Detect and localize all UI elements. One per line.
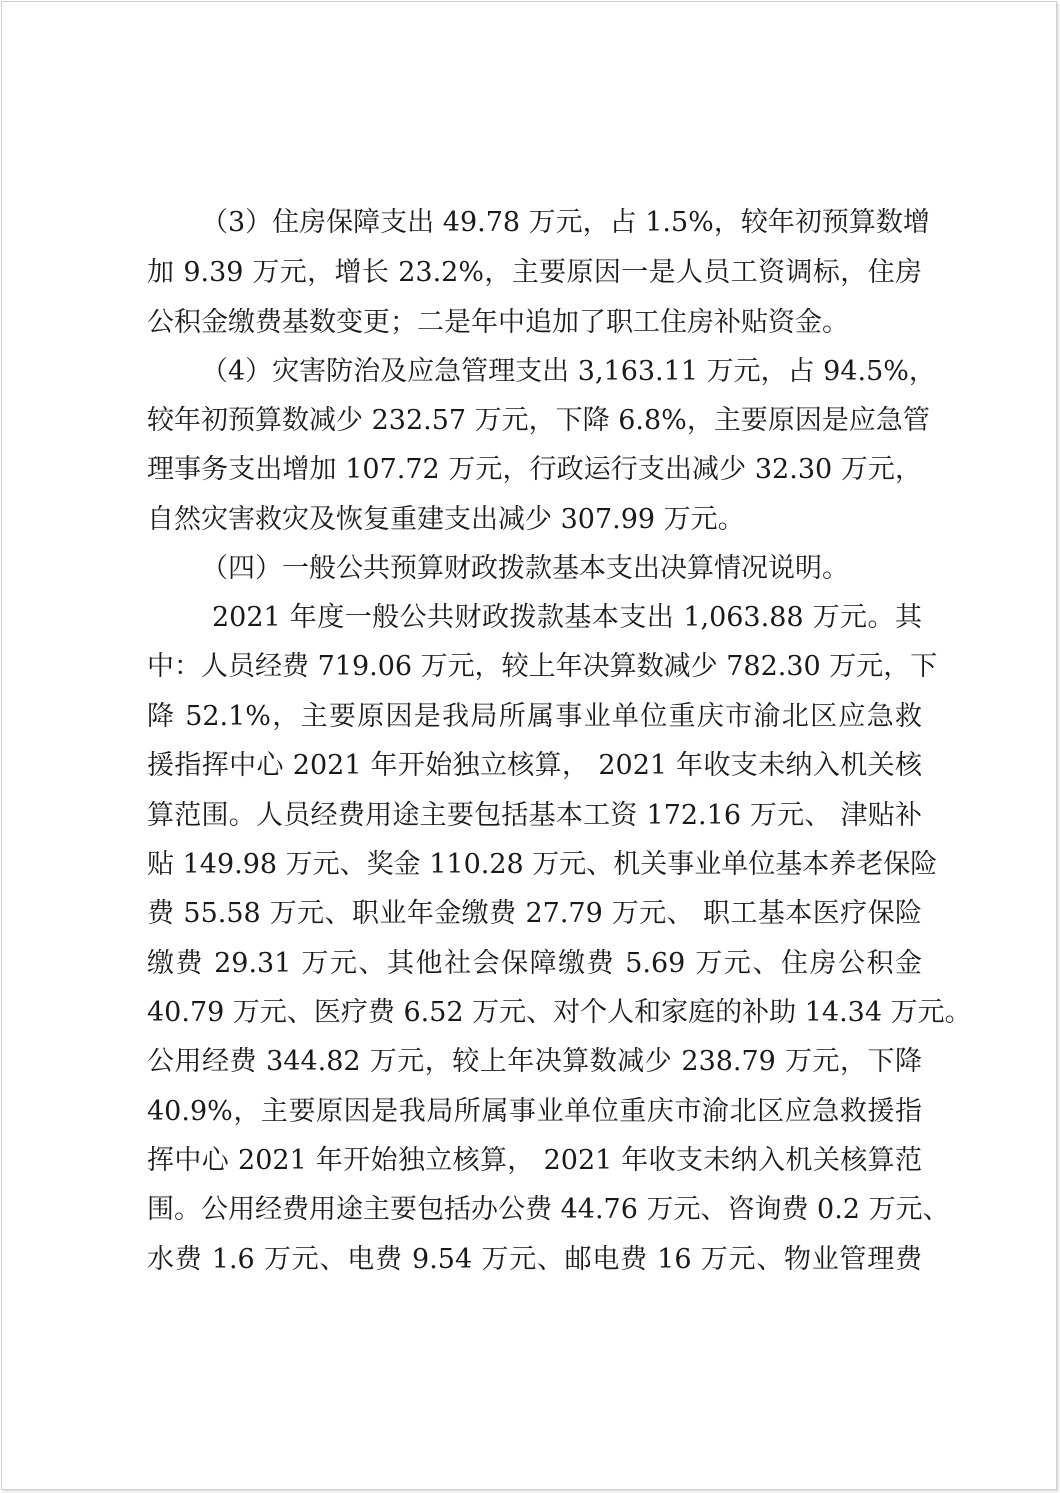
paragraph-line: （4）灾害防治及应急管理支出 3,163.11 万元，占 94.5%，	[201, 356, 936, 387]
paragraph-line: 2021 年度一般公共财政拨款基本支出 1,063.88 万元。其	[212, 602, 922, 633]
paragraph-line: 加 9.39 万元，增长 23.2%，主要原因一是人员工资调标，住房	[147, 257, 922, 288]
paragraph-line: （3）住房保障支出 49.78 万元，占 1.5%，较年初预算数增	[201, 207, 930, 238]
paragraph-line: 算范围。人员经费用途主要包括基本工资 172.16 万元、 津贴补	[147, 800, 922, 831]
paragraph-line: 降 52.1%，主要原因是我局所属事业单位重庆市渝北区应急救	[147, 701, 922, 732]
paragraph-line: 理事务支出增加 107.72 万元，行政运行支出减少 32.30 万元，	[147, 454, 922, 485]
paragraph-line: 40.79 万元、医疗费 6.52 万元、对个人和家庭的补助 14.34 万元。	[147, 997, 972, 1028]
paragraph-line: 费 55.58 万元、职业年金缴费 27.79 万元、 职工基本医疗保险	[147, 898, 922, 929]
paragraph-line: 贴 149.98 万元、奖金 110.28 万元、机关事业单位基本养老保险	[147, 849, 938, 880]
document-page	[1, 1, 1057, 1490]
paragraph-line: 公积金缴费基数变更；二是年中追加了职工住房补贴资金。	[147, 307, 849, 338]
paragraph-line: 水费 1.6 万元、电费 9.54 万元、邮电费 16 万元、物业管理费	[147, 1244, 922, 1275]
paragraph-line: 较年初预算数减少 232.57 万元，下降 6.8%，主要原因是应急管	[147, 405, 930, 436]
paragraph-line: 中：人员经费 719.06 万元，较上年决算数减少 782.30 万元，下	[147, 651, 938, 682]
paragraph-line: 缴费 29.31 万元、其他社会保障缴费 5.69 万元、住房公积金	[147, 948, 922, 979]
section-heading: （四）一般公共预算财政拨款基本支出决算情况说明。	[201, 553, 849, 584]
paragraph-line: 援指挥中心 2021 年开始独立核算， 2021 年收支未纳入机关核	[147, 750, 922, 781]
paragraph-line: 自然灾害救灾及恢复重建支出减少 307.99 万元。	[147, 504, 745, 535]
paragraph-line: 围。公用经费用途主要包括办公费 44.76 万元、咨询费 0.2 万元、	[147, 1194, 950, 1225]
paragraph-line: 公用经费 344.82 万元，较上年决算数减少 238.79 万元，下降	[147, 1046, 922, 1077]
paragraph-line: 挥中心 2021 年开始独立核算， 2021 年收支未纳入机关核算范	[147, 1145, 922, 1176]
paragraph-line: 40.9%，主要原因是我局所属事业单位重庆市渝北区应急救援指	[147, 1096, 922, 1127]
